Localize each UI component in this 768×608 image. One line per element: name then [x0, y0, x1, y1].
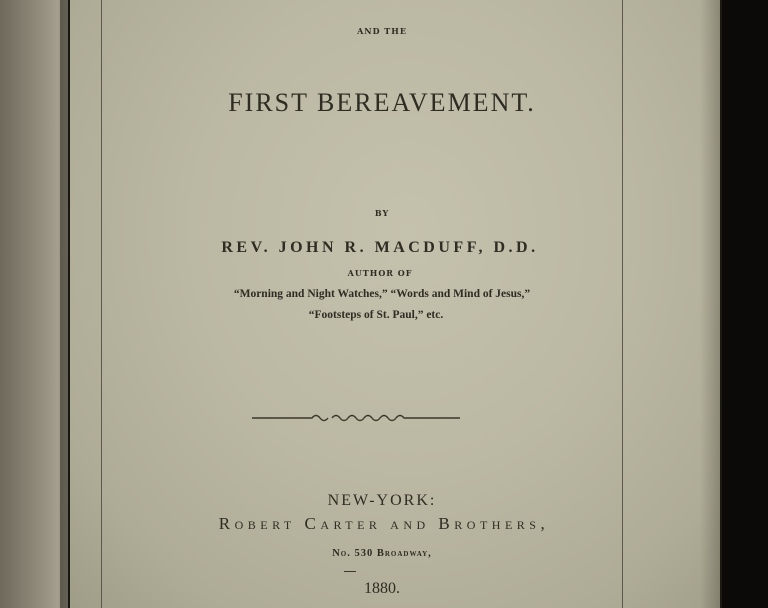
author-name: REV. JOHN R. MACDUFF, D.D.: [221, 239, 539, 256]
by-label: BY: [374, 208, 390, 218]
publisher-address: No. 530 Broadway,: [332, 548, 432, 559]
publication-year: 1880.: [364, 580, 400, 597]
conjunction-text: AND THE: [357, 26, 407, 36]
book-title: FIRST BEREAVEMENT.: [228, 88, 536, 117]
other-works-line-1: “Morning and Night Watches,” “Words and Mind of Jesus,”: [233, 288, 531, 300]
publication-place: NEW-YORK:: [327, 492, 437, 509]
year-rule: [344, 571, 356, 572]
other-works-line-2: “Footsteps of St. Paul,” etc.: [308, 309, 444, 321]
author-of-label: AUTHOR OF: [347, 268, 413, 278]
publisher-name: Robert Carter and Brothers,: [218, 514, 550, 533]
wavy-rule-ornament: [250, 410, 462, 426]
